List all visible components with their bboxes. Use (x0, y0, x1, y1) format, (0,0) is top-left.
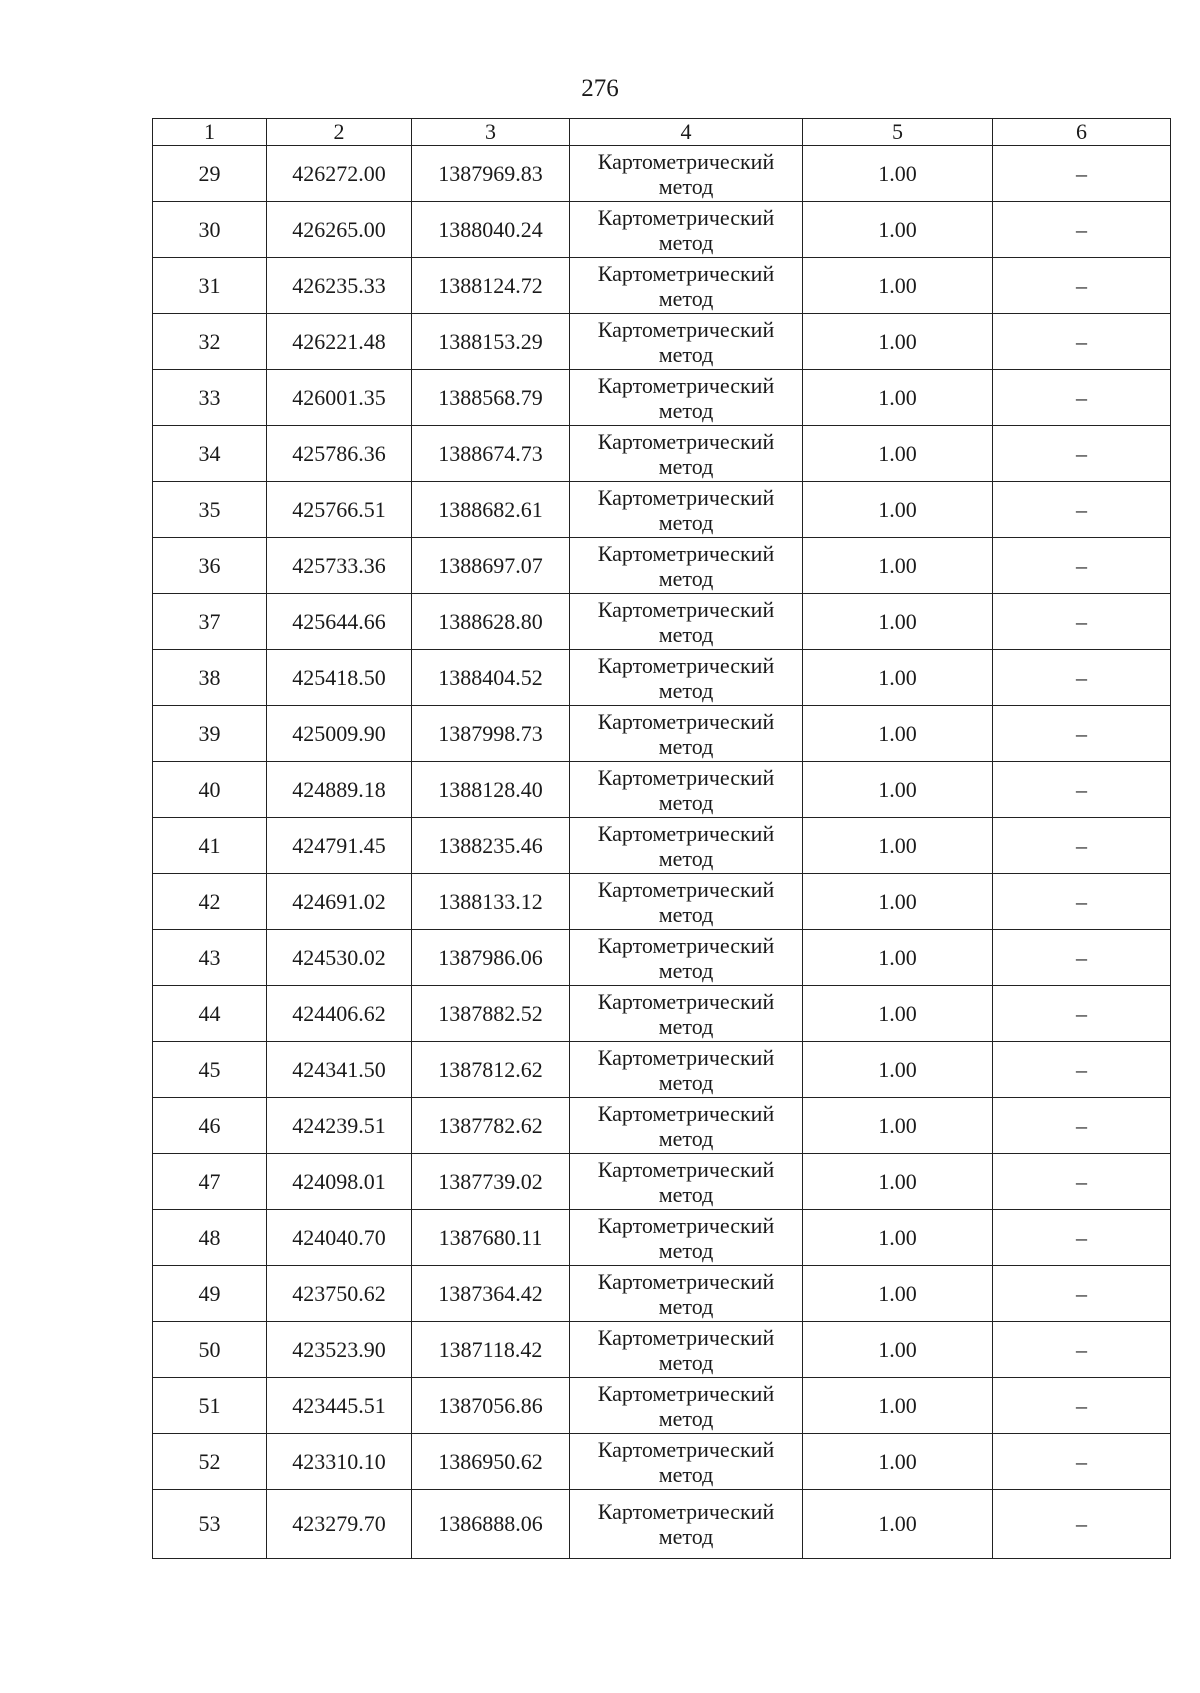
x-coordinate-cell: 425418.50 (267, 650, 412, 706)
note-cell: – (993, 482, 1171, 538)
method-cell (570, 1210, 803, 1266)
table-body (153, 146, 1171, 1559)
y-coordinate-cell: 1388568.79 (412, 370, 570, 426)
table-row (153, 370, 1171, 426)
x-coordinate-cell: 423523.90 (267, 1322, 412, 1378)
y-coordinate-cell: 1386888.06 (412, 1490, 570, 1559)
table-row (153, 874, 1171, 930)
accuracy-cell: 1.00 (803, 594, 993, 650)
note-cell: – (993, 370, 1171, 426)
note-cell: – (993, 930, 1171, 986)
method-cell (570, 258, 803, 314)
method-cell (570, 426, 803, 482)
point-number-cell: 36 (153, 538, 267, 594)
note-cell: – (993, 818, 1171, 874)
accuracy-cell: 1.00 (803, 1042, 993, 1098)
table-row (153, 1098, 1171, 1154)
x-coordinate-cell: 424341.50 (267, 1042, 412, 1098)
accuracy-cell: 1.00 (803, 650, 993, 706)
method-cell (570, 1098, 803, 1154)
method-text: Картометрический метод (597, 932, 775, 983)
point-number-cell: 39 (153, 706, 267, 762)
point-number-cell: 50 (153, 1322, 267, 1378)
method-cell (570, 146, 803, 202)
column-header: 2 (267, 119, 412, 146)
table-row (153, 1042, 1171, 1098)
note-cell: – (993, 314, 1171, 370)
method-cell (570, 1490, 803, 1559)
point-number-cell: 40 (153, 762, 267, 818)
accuracy-cell: 1.00 (803, 706, 993, 762)
y-coordinate-cell: 1388124.72 (412, 258, 570, 314)
table-row (153, 1266, 1171, 1322)
table-row (153, 930, 1171, 986)
point-number-cell: 44 (153, 986, 267, 1042)
table-row (153, 538, 1171, 594)
x-coordinate-cell: 423310.10 (267, 1434, 412, 1490)
table-row (153, 482, 1171, 538)
note-cell: – (993, 1490, 1171, 1559)
method-cell (570, 1322, 803, 1378)
x-coordinate-cell: 423279.70 (267, 1490, 412, 1559)
point-number-cell: 34 (153, 426, 267, 482)
x-coordinate-cell: 425644.66 (267, 594, 412, 650)
coordinates-table (152, 118, 1171, 1559)
method-text: Картометрический метод (597, 1499, 775, 1549)
method-cell (570, 818, 803, 874)
accuracy-cell: 1.00 (803, 426, 993, 482)
point-number-cell: 51 (153, 1378, 267, 1434)
method-text: Картометрический метод (597, 876, 775, 927)
table-row (153, 1490, 1171, 1559)
method-text: Картометрический метод (597, 1100, 775, 1151)
accuracy-cell: 1.00 (803, 1434, 993, 1490)
accuracy-cell: 1.00 (803, 482, 993, 538)
point-number-cell: 49 (153, 1266, 267, 1322)
method-cell (570, 482, 803, 538)
y-coordinate-cell: 1387680.11 (412, 1210, 570, 1266)
y-coordinate-cell: 1387118.42 (412, 1322, 570, 1378)
x-coordinate-cell: 423750.62 (267, 1266, 412, 1322)
method-cell (570, 1378, 803, 1434)
page-number: 276 (581, 75, 619, 102)
note-cell: – (993, 594, 1171, 650)
table-row (153, 594, 1171, 650)
y-coordinate-cell: 1387969.83 (412, 146, 570, 202)
note-cell: – (993, 1322, 1171, 1378)
accuracy-cell: 1.00 (803, 1490, 993, 1559)
y-coordinate-cell: 1388682.61 (412, 482, 570, 538)
point-number-cell: 43 (153, 930, 267, 986)
method-cell (570, 1434, 803, 1490)
method-cell (570, 538, 803, 594)
point-number-cell: 47 (153, 1154, 267, 1210)
y-coordinate-cell: 1387782.62 (412, 1098, 570, 1154)
point-number-cell: 35 (153, 482, 267, 538)
method-text: Картометрический метод (597, 260, 775, 311)
x-coordinate-cell: 424239.51 (267, 1098, 412, 1154)
accuracy-cell: 1.00 (803, 314, 993, 370)
method-cell (570, 650, 803, 706)
y-coordinate-cell: 1387056.86 (412, 1378, 570, 1434)
y-coordinate-cell: 1388674.73 (412, 426, 570, 482)
note-cell: – (993, 1042, 1171, 1098)
note-cell: – (993, 1098, 1171, 1154)
method-cell (570, 594, 803, 650)
y-coordinate-cell: 1387882.52 (412, 986, 570, 1042)
accuracy-cell: 1.00 (803, 986, 993, 1042)
method-text: Картометрический метод (597, 204, 775, 255)
note-cell: – (993, 1210, 1171, 1266)
table-row (153, 426, 1171, 482)
column-header: 1 (153, 119, 267, 146)
note-cell: – (993, 986, 1171, 1042)
point-number-cell: 46 (153, 1098, 267, 1154)
point-number-cell: 29 (153, 146, 267, 202)
note-cell: – (993, 1266, 1171, 1322)
note-cell: – (993, 874, 1171, 930)
note-cell: – (993, 538, 1171, 594)
accuracy-cell: 1.00 (803, 818, 993, 874)
accuracy-cell: 1.00 (803, 370, 993, 426)
point-number-cell: 45 (153, 1042, 267, 1098)
point-number-cell: 42 (153, 874, 267, 930)
table-row (153, 650, 1171, 706)
note-cell: – (993, 762, 1171, 818)
x-coordinate-cell: 424098.01 (267, 1154, 412, 1210)
x-coordinate-cell: 425733.36 (267, 538, 412, 594)
note-cell: – (993, 1434, 1171, 1490)
x-coordinate-cell: 423445.51 (267, 1378, 412, 1434)
point-number-cell: 30 (153, 202, 267, 258)
accuracy-cell: 1.00 (803, 1154, 993, 1210)
method-text: Картометрический метод (597, 652, 775, 703)
x-coordinate-cell: 426221.48 (267, 314, 412, 370)
x-coordinate-cell: 424889.18 (267, 762, 412, 818)
y-coordinate-cell: 1388133.12 (412, 874, 570, 930)
method-cell (570, 1154, 803, 1210)
method-text: Картометрический метод (597, 1324, 775, 1375)
x-coordinate-cell: 424040.70 (267, 1210, 412, 1266)
y-coordinate-cell: 1388153.29 (412, 314, 570, 370)
note-cell: – (993, 426, 1171, 482)
point-number-cell: 53 (153, 1490, 267, 1559)
x-coordinate-cell: 426001.35 (267, 370, 412, 426)
note-cell: – (993, 146, 1171, 202)
table-row (153, 258, 1171, 314)
y-coordinate-cell: 1388128.40 (412, 762, 570, 818)
accuracy-cell: 1.00 (803, 874, 993, 930)
method-text: Картометрический метод (597, 372, 775, 423)
accuracy-cell: 1.00 (803, 930, 993, 986)
accuracy-cell: 1.00 (803, 1098, 993, 1154)
method-cell (570, 1266, 803, 1322)
y-coordinate-cell: 1386950.62 (412, 1434, 570, 1490)
accuracy-cell: 1.00 (803, 538, 993, 594)
accuracy-cell: 1.00 (803, 1266, 993, 1322)
x-coordinate-cell: 425766.51 (267, 482, 412, 538)
point-number-cell: 33 (153, 370, 267, 426)
table-row (153, 818, 1171, 874)
note-cell: – (993, 650, 1171, 706)
y-coordinate-cell: 1387812.62 (412, 1042, 570, 1098)
y-coordinate-cell: 1388404.52 (412, 650, 570, 706)
x-coordinate-cell: 424691.02 (267, 874, 412, 930)
table-row (153, 1210, 1171, 1266)
column-header: 6 (993, 119, 1171, 146)
note-cell: – (993, 258, 1171, 314)
point-number-cell: 41 (153, 818, 267, 874)
note-cell: – (993, 1378, 1171, 1434)
accuracy-cell: 1.00 (803, 1210, 993, 1266)
method-text: Картометрический метод (597, 988, 775, 1039)
note-cell: – (993, 202, 1171, 258)
column-header: 5 (803, 119, 993, 146)
point-number-cell: 38 (153, 650, 267, 706)
x-coordinate-cell: 425009.90 (267, 706, 412, 762)
note-cell: – (993, 706, 1171, 762)
y-coordinate-cell: 1388628.80 (412, 594, 570, 650)
table-header-row (153, 119, 1171, 146)
method-text: Картометрический метод (597, 1212, 775, 1263)
table-row (153, 202, 1171, 258)
method-text: Картометрический метод (597, 708, 775, 759)
x-coordinate-cell: 424530.02 (267, 930, 412, 986)
column-header: 4 (570, 119, 803, 146)
method-text: Картометрический метод (597, 1436, 775, 1487)
y-coordinate-cell: 1387739.02 (412, 1154, 570, 1210)
table-row (153, 762, 1171, 818)
accuracy-cell: 1.00 (803, 762, 993, 818)
method-text: Картометрический метод (597, 1156, 775, 1207)
method-cell (570, 202, 803, 258)
method-text: Картометрический метод (597, 316, 775, 367)
table-row (153, 1322, 1171, 1378)
method-cell (570, 986, 803, 1042)
method-text: Картометрический метод (597, 148, 775, 199)
x-coordinate-cell: 426265.00 (267, 202, 412, 258)
x-coordinate-cell: 425786.36 (267, 426, 412, 482)
method-cell (570, 762, 803, 818)
point-number-cell: 37 (153, 594, 267, 650)
table-row (153, 1154, 1171, 1210)
table-row (153, 146, 1171, 202)
method-cell (570, 930, 803, 986)
method-text: Картометрический метод (597, 1268, 775, 1319)
method-cell (570, 874, 803, 930)
x-coordinate-cell: 426235.33 (267, 258, 412, 314)
method-text: Картометрический метод (597, 1044, 775, 1095)
method-text: Картометрический метод (597, 540, 775, 591)
method-text: Картометрический метод (597, 484, 775, 535)
table-row (153, 706, 1171, 762)
table-row (153, 314, 1171, 370)
note-cell: – (993, 1154, 1171, 1210)
y-coordinate-cell: 1388697.07 (412, 538, 570, 594)
method-cell (570, 706, 803, 762)
y-coordinate-cell: 1387998.73 (412, 706, 570, 762)
table-row (153, 1434, 1171, 1490)
method-text: Картометрический метод (597, 1380, 775, 1431)
y-coordinate-cell: 1387986.06 (412, 930, 570, 986)
y-coordinate-cell: 1388235.46 (412, 818, 570, 874)
method-cell (570, 370, 803, 426)
method-cell (570, 314, 803, 370)
method-text: Картометрический метод (597, 764, 775, 815)
table-row (153, 1378, 1171, 1434)
accuracy-cell: 1.00 (803, 1322, 993, 1378)
point-number-cell: 52 (153, 1434, 267, 1490)
accuracy-cell: 1.00 (803, 146, 993, 202)
method-text: Картометрический метод (597, 820, 775, 871)
method-text: Картометрический метод (597, 428, 775, 479)
x-coordinate-cell: 426272.00 (267, 146, 412, 202)
column-header: 3 (412, 119, 570, 146)
y-coordinate-cell: 1388040.24 (412, 202, 570, 258)
point-number-cell: 48 (153, 1210, 267, 1266)
y-coordinate-cell: 1387364.42 (412, 1266, 570, 1322)
table-row (153, 986, 1171, 1042)
point-number-cell: 32 (153, 314, 267, 370)
point-number-cell: 31 (153, 258, 267, 314)
x-coordinate-cell: 424406.62 (267, 986, 412, 1042)
method-cell (570, 1042, 803, 1098)
method-text: Картометрический метод (597, 596, 775, 647)
accuracy-cell: 1.00 (803, 202, 993, 258)
accuracy-cell: 1.00 (803, 258, 993, 314)
x-coordinate-cell: 424791.45 (267, 818, 412, 874)
accuracy-cell: 1.00 (803, 1378, 993, 1434)
